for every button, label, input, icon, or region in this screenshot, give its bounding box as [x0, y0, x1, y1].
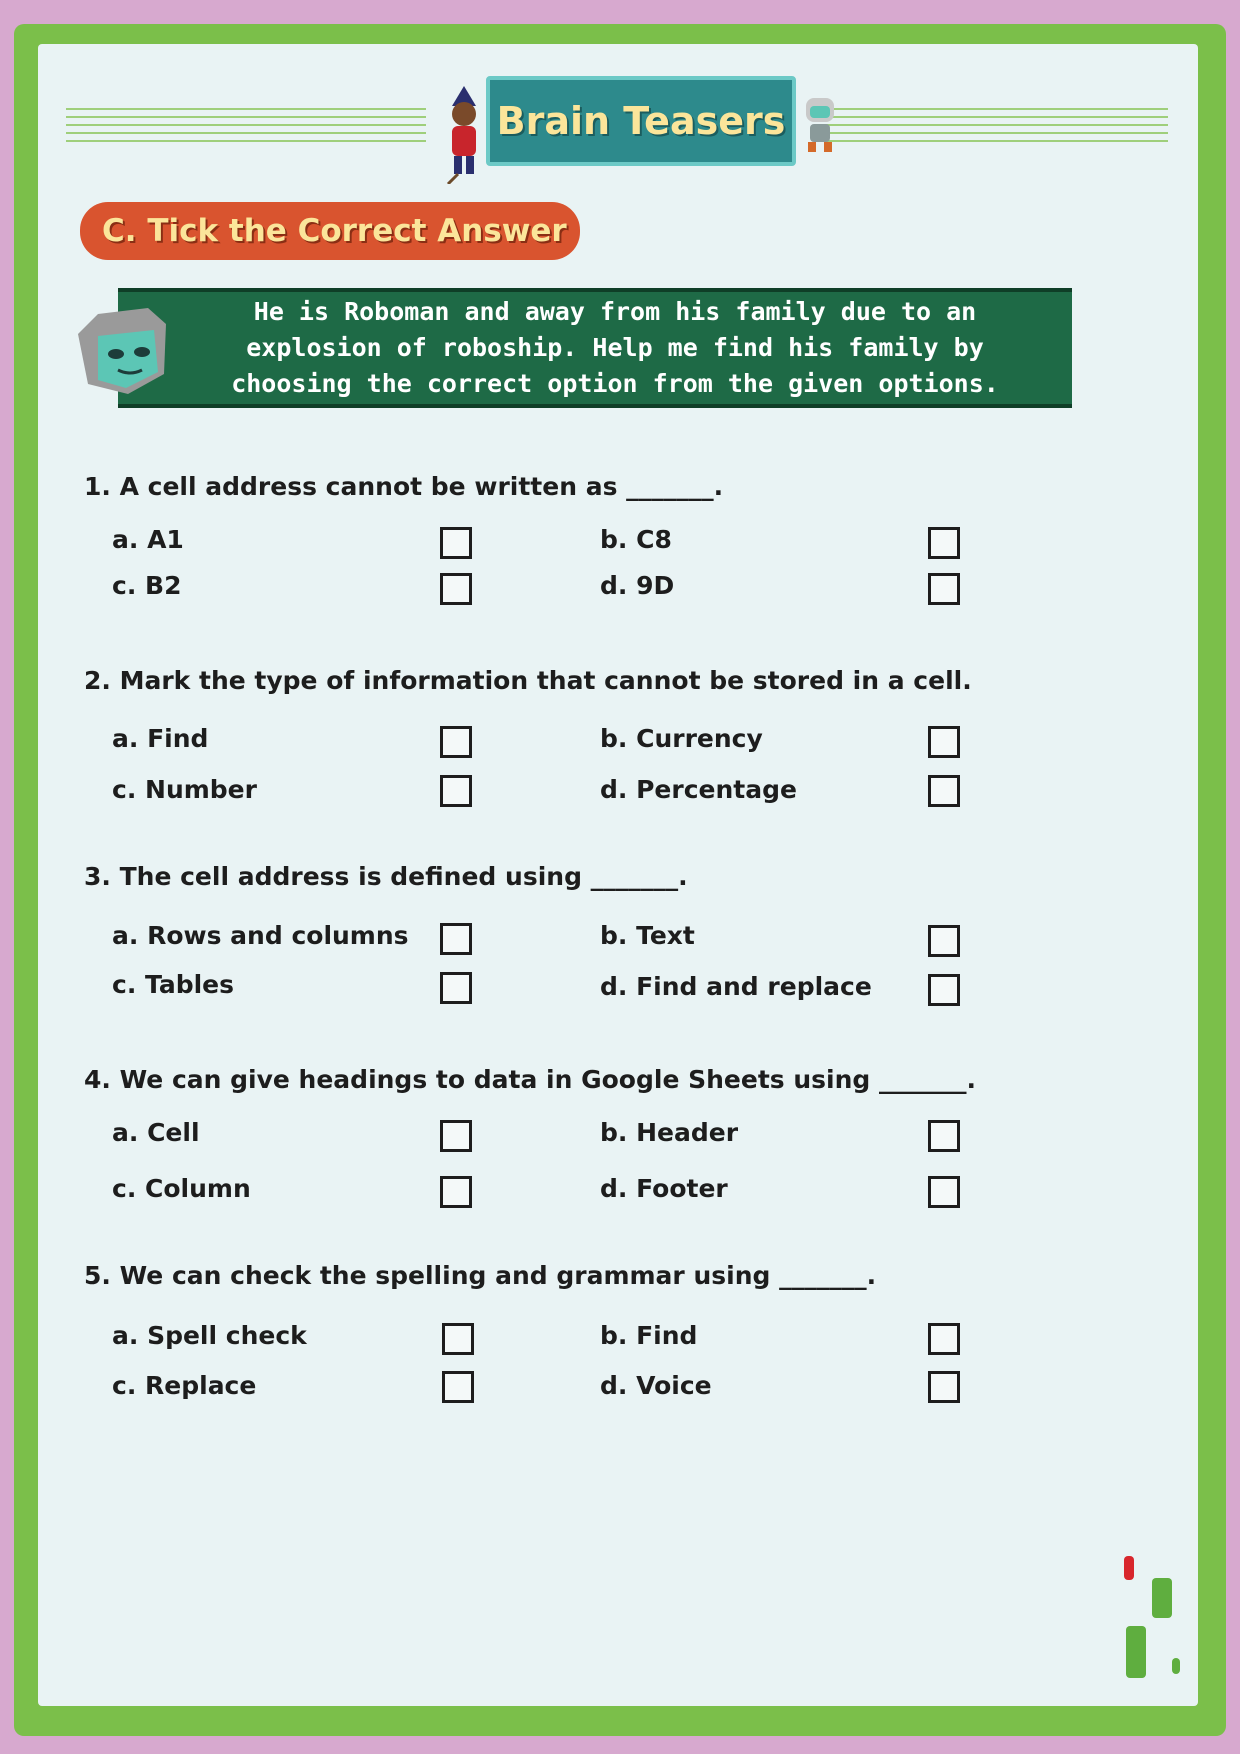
q4-checkbox-b[interactable]	[928, 1120, 960, 1152]
q1-option-c: c. B2	[112, 571, 182, 600]
q1-checkbox-d[interactable]	[928, 573, 960, 605]
instruction-box	[118, 288, 1072, 408]
brain-teasers-banner	[486, 76, 796, 166]
q2-option-c: c. Number	[112, 775, 257, 804]
roboman-head-icon	[68, 294, 178, 404]
banner-title: Brain Teasers	[496, 99, 786, 143]
q5-option-a: a. Spell check	[112, 1321, 307, 1350]
decor-block-green-1	[1152, 1578, 1172, 1618]
q5-option-d: d. Voice	[600, 1371, 712, 1400]
q1-option-d: d. 9D	[600, 571, 675, 600]
header-lines-left	[66, 108, 426, 142]
decor-block-green-2	[1126, 1626, 1146, 1678]
q2-checkbox-b[interactable]	[928, 726, 960, 758]
section-heading	[80, 202, 580, 260]
question-3: 3. The cell address is defined using _______.	[84, 862, 688, 891]
header-lines-right	[818, 108, 1168, 142]
q5-checkbox-c[interactable]	[442, 1371, 474, 1403]
q2-option-a: a. Find	[112, 724, 209, 753]
q4-checkbox-a[interactable]	[440, 1120, 472, 1152]
q3-option-d: d. Find and replace	[600, 972, 872, 1001]
q3-option-a: a. Rows and columns	[112, 921, 409, 950]
q3-checkbox-b[interactable]	[928, 925, 960, 957]
q2-checkbox-a[interactable]	[440, 726, 472, 758]
q1-checkbox-c[interactable]	[440, 573, 472, 605]
q3-checkbox-c[interactable]	[440, 972, 472, 1004]
q2-checkbox-c[interactable]	[440, 775, 472, 807]
question-4: 4. We can give headings to data in Google Sheets using _______.	[84, 1065, 976, 1094]
question-2: 2. Mark the type of information that cannot be stored in a cell.	[84, 666, 972, 695]
question-1: 1. A cell address cannot be written as _______.	[84, 472, 724, 501]
q2-option-d: d. Percentage	[600, 775, 797, 804]
q4-option-c: c. Column	[112, 1174, 251, 1203]
q2-checkbox-d[interactable]	[928, 775, 960, 807]
worksheet-page	[38, 44, 1198, 1706]
q5-option-c: c. Replace	[112, 1371, 257, 1400]
instruction-text: He is Roboman and away from his family due to an explosion of roboship. Help me find his family by choosing the correct option from the given options.	[231, 297, 999, 398]
q5-checkbox-a[interactable]	[442, 1323, 474, 1355]
q4-checkbox-c[interactable]	[440, 1176, 472, 1208]
decor-block-red	[1124, 1556, 1134, 1580]
q1-option-b: b. C8	[600, 525, 672, 554]
question-5: 5. We can check the spelling and grammar using _______.	[84, 1261, 877, 1290]
q2-option-b: b. Currency	[600, 724, 763, 753]
section-title: C. Tick the Correct Answer	[102, 213, 567, 249]
q5-checkbox-b[interactable]	[928, 1323, 960, 1355]
q4-option-b: b. Header	[600, 1118, 739, 1147]
q3-checkbox-a[interactable]	[440, 923, 472, 955]
q3-option-c: c. Tables	[112, 970, 235, 999]
student-character-icon	[438, 84, 490, 184]
q1-option-a: a. A1	[112, 525, 184, 554]
q3-option-b: b. Text	[600, 921, 695, 950]
q4-checkbox-d[interactable]	[928, 1176, 960, 1208]
q1-checkbox-a[interactable]	[440, 527, 472, 559]
q5-checkbox-d[interactable]	[928, 1371, 960, 1403]
q5-option-b: b. Find	[600, 1321, 698, 1350]
q4-option-d: d. Footer	[600, 1174, 728, 1203]
q4-option-a: a. Cell	[112, 1118, 200, 1147]
q3-checkbox-d[interactable]	[928, 974, 960, 1006]
q1-checkbox-b[interactable]	[928, 527, 960, 559]
small-robot-icon	[798, 94, 842, 154]
decor-block-green-3	[1172, 1658, 1180, 1674]
